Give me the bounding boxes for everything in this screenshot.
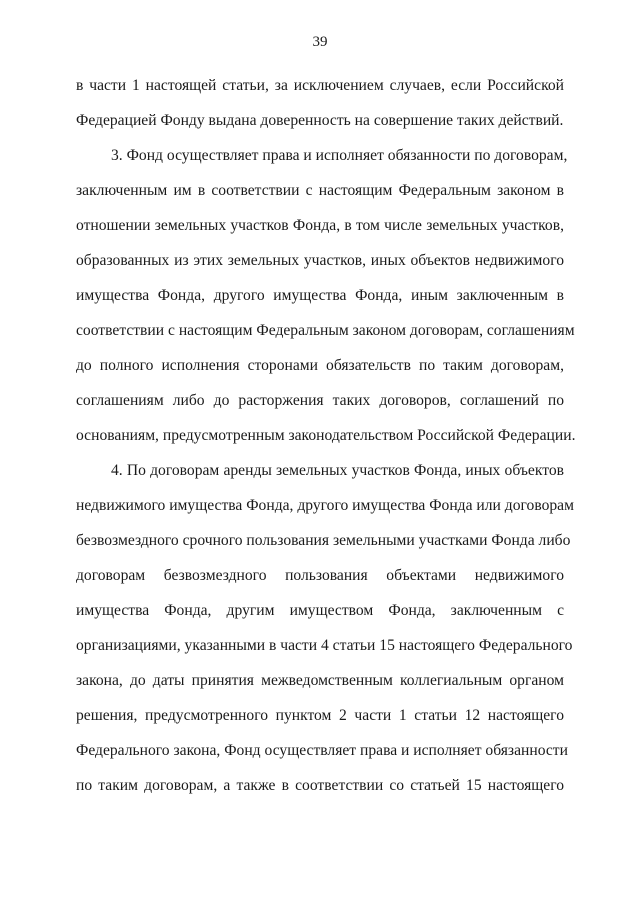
- page-number: 39: [312, 34, 328, 50]
- text-line-21: по таким договорам, а также в соответствии со статьей 15 настоящего: [76, 777, 564, 794]
- text-line-11: основаниям, предусмотренным законодательством Российской Федерации.: [76, 427, 576, 444]
- text-line-12: 4. По договорам аренды земельных участков Фонда, иных объектов: [111, 462, 564, 479]
- text-line-9: до полного исполнения сторонами обязательств по таким договорам,: [76, 357, 564, 374]
- text-line-18: закона, до даты принятия межведомственным коллегиальным органом: [76, 672, 564, 689]
- text-line-16: имущества Фонда, другим имуществом Фонда, заключенным с: [76, 602, 564, 619]
- text-line-7: имущества Фонда, другого имущества Фонда, иным заключенным в: [76, 287, 564, 304]
- text-line-20: Федерального закона, Фонд осуществляет права и исполняет обязанности: [76, 742, 568, 759]
- text-line-6: образованных из этих земельных участков, иных объектов недвижимого: [76, 252, 564, 269]
- text-line-4: заключенным им в соответствии с настоящим Федеральным законом в: [76, 182, 564, 199]
- text-line-10: соглашениям либо до расторжения таких договоров, соглашений по: [76, 392, 564, 409]
- text-line-8: соответствии с настоящим Федеральным законом договорам, соглашениям: [76, 322, 575, 339]
- text-line-14: безвозмездного срочного пользования земельными участками Фонда либо: [76, 532, 571, 549]
- text-line-5: отношении земельных участков Фонда, в том числе земельных участков,: [76, 217, 564, 234]
- text-line-13: недвижимого имущества Фонда, другого имущества Фонда или договорам: [76, 497, 574, 514]
- text-line-17: организациями, указанными в части 4 статьи 15 настоящего Федерального: [76, 637, 573, 654]
- text-line-2: Федерацией Фонду выдана доверенность на совершение таких действий.: [76, 112, 564, 129]
- text-line-1: в части 1 настоящей статьи, за исключением случаев, если Российской: [76, 77, 564, 94]
- text-line-15: договорам безвозмездного пользования объектами недвижимого: [76, 567, 564, 584]
- text-line-3: 3. Фонд осуществляет права и исполняет обязанности по договорам,: [111, 147, 568, 164]
- text-line-19: решения, предусмотренного пунктом 2 части 1 статьи 12 настоящего: [76, 707, 564, 724]
